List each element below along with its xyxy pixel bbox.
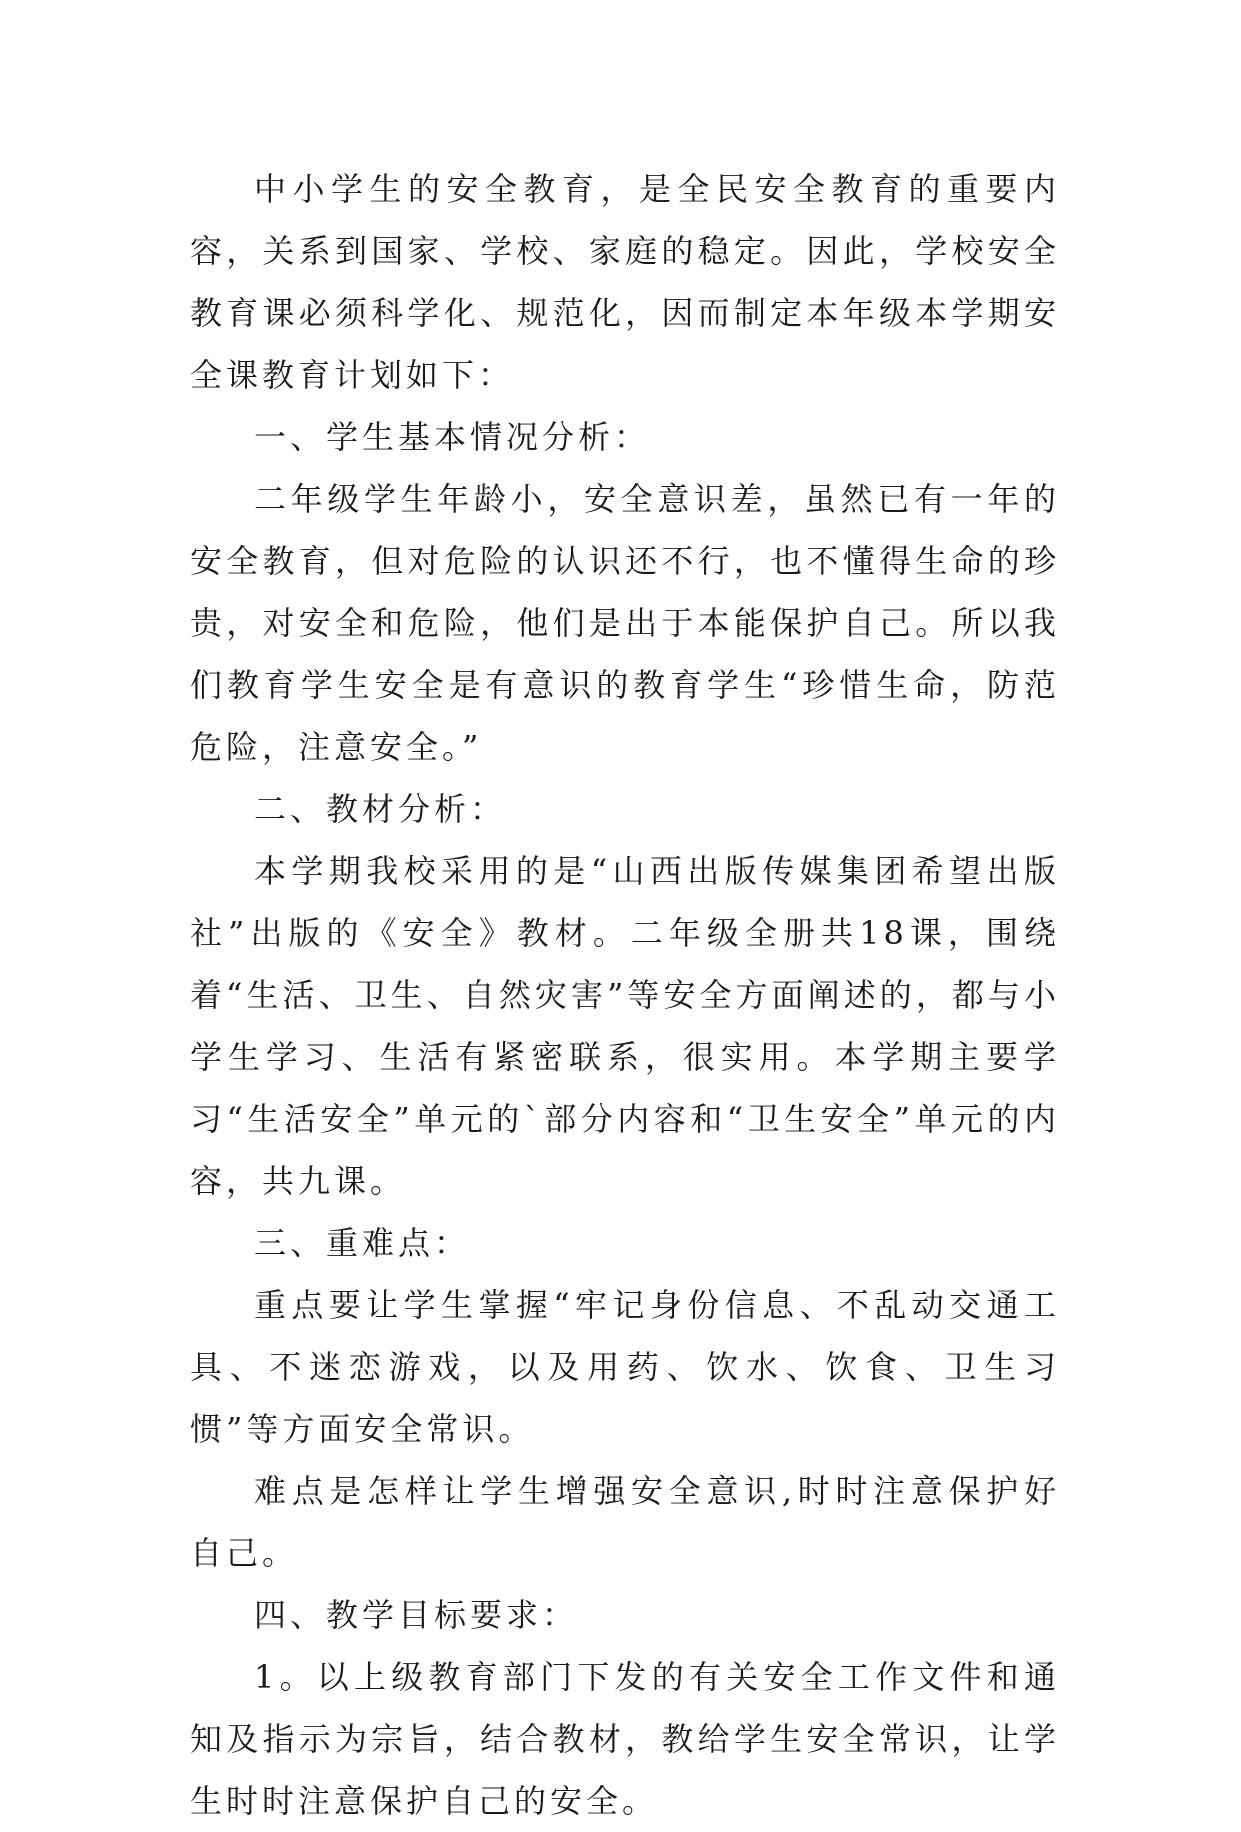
textbook-analysis-paragraph: 本学期我校采用的是“山西出版传媒集团希望出版社”出版的《安全》教材。二年级全册共18课，围绕着“生活、卫生、自然灾害”等安全方面阐述的，都与小学生学习、生活有紧密联系，很实用。本学期主要学习“生活安全”单元的`部分内容和“卫生安全”单元的内容，共九课。 xyxy=(190,852,1060,1200)
section-heading-key-points: 三、重难点： xyxy=(254,1224,471,1262)
intro-paragraph: 中小学生的安全教育，是全民安全教育的重要内容，关系到国家、学校、家庭的稳定。因此，学校安全教育课必须科学化、规范化，因而制定本年级本学期安全课教育计划如下： xyxy=(190,170,1060,394)
section-heading-student-analysis: 一、学生基本情况分析： xyxy=(254,418,651,456)
student-analysis-paragraph: 二年级学生年龄小，安全意识差，虽然已有一年的安全教育，但对危险的认识还不行，也不懂得生命的珍贵，对安全和危险，他们是出于本能保护自己。所以我们教育学生安全是有意识的教育学生“珍惜生命，防范危险，注意安全。” xyxy=(190,480,1060,766)
difficulty-paragraph: 难点是怎样让学生增强安全意识,时时注意保护好自己。 xyxy=(190,1472,1060,1572)
document-body xyxy=(190,158,1060,1832)
section-heading-teaching-goals: 四、教学目标要求： xyxy=(254,1596,579,1634)
section-heading-textbook-analysis: 二、教材分析： xyxy=(254,790,507,828)
teaching-goal-item-1: 1。以上级教育部门下发的有关安全工作文件和通知及指示为宗旨，结合教材，教给学生安全常识，让学生时时注意保护自己的安全。 xyxy=(190,1658,1060,1820)
key-points-paragraph: 重点要让学生掌握“牢记身份信息、不乱动交通工具、不迷恋游戏，以及用药、饮水、饮食、卫生习惯”等方面安全常识。 xyxy=(190,1286,1060,1448)
